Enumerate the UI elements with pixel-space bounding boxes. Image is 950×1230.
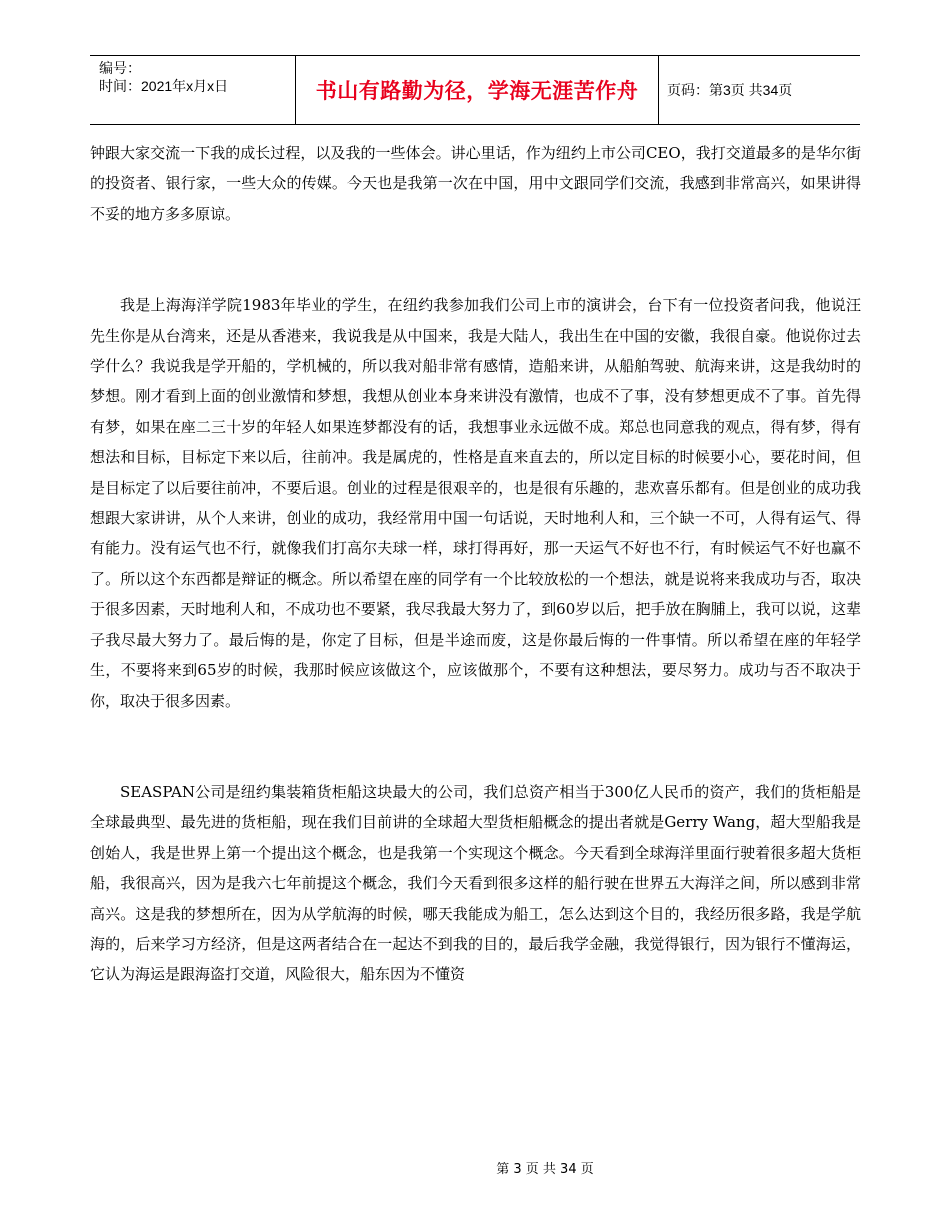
- header-page-cell: [659, 56, 860, 124]
- page-header: [90, 55, 860, 125]
- header-page-info: 页码：第3页 共34页: [667, 82, 793, 98]
- page-footer: [0, 1158, 950, 1177]
- paragraph-spacer: [90, 229, 861, 290]
- header-meta-cell: [90, 56, 296, 124]
- header-motto: 书山有路勤为径，学海无涯苦作舟: [315, 79, 639, 103]
- body-paragraph: 我是上海海洋学院1983年毕业的学生，在纽约我参加我们公司上市的演讲会，台下有一位投资者问我，他说汪先生你是从台湾来，还是从香港来，我说我是从中国来，我是大陆人，我出生在中国的安徽，我很自豪。他说你过去学什么？我说我是学开船的，学机械的，所以我对船非常有感情，造船来讲，从船舶驾驶、航海来讲，这是我幼时的梦想。刚才看到上面的创业激情和梦想，我想从创业本身来讲没有激情，也成不了事，没有梦想更成不了事。首先得有梦，如果在座二三十岁的年轻人如果连梦都没有的话，我想事业永远做不成。郑总也同意我的观点，得有梦，得有想法和目标，目标定下来以后，往前冲。我是属虎的，性格是直来直去的，所以定目标的时候要小心，要花时间，但是目标定了以后要往前冲，不要后退。创业的过程是很艰辛的，也是很有乐趣的，悲欢喜乐都有。但是创业的成功我想跟大家讲讲，从个人来讲，创业的成功，我经常用中国一句话说，天时地利人和，三个缺一不可，人得有运气、得有能力。没有运气也不行，就像我们打高尔夫球一样，球打得再好，那一天运气不好也不行，有时候运气不好也赢不了。所以这个东西都是辩证的概念。所以希望在座的同学有一个比较放松的一个想法，就是说将来我成功与否，取决于很多因素，天时地利人和，不成功也不要紧，我尽我最大努力了，到60岁以后，把手放在胸脯上，我可以说，这辈子我尽最大努力了。最后悔的是，你定了目标，但是半途而废，这是你最后悔的一件事情。所以希望在座的年轻学生，不要将来到65岁的时候，我那时候应该做这个，应该做那个，不要有这种想法，要尽努力。成功与否不取决于你，取决于很多因素。: [90, 296, 861, 710]
- body-paragraph: 钟跟大家交流一下我的成长过程，以及我的一些体会。讲心里话，作为纽约上市公司CEO，我打交道最多的是华尔街的投资者、银行家，一些大众的传媒。今天也是我第一次在中国，用中文跟同学们交流，我感到非常高兴，如果讲得不妥的地方多多原谅。: [90, 144, 861, 223]
- document-number-label: 编号：: [99, 60, 141, 76]
- body-paragraph: SEASPAN公司是纽约集装箱货柜船这块最大的公司，我们总资产相当于300亿人民币的资产，我们的货柜船是全球最典型、最先进的货柜船，现在我们目前讲的全球超大型货柜船概念的提出者就是Gerry Wang，超大型船我是创始人，我是世界上第一个提出这个概念，也是我第一个实现这个概念。今天看到全球海洋里面行驶着很多超大货柜船，我很高兴，因为是我六七年前提这个概念，我们今天看到很多这样的船行驶在世界五大海洋之间，所以感到非常高兴。这是我的梦想所在，因为从学航海的时候，哪天我能成为船工，怎么达到这个目的，我经历很多路，我是学航海的，后来学习方经济，但是这两者结合在一起达不到我的目的，最后我学金融，我觉得银行，因为银行不懂海运，它认为海运是跟海盗打交道，风险很大，船东因为不懂资: [90, 782, 861, 984]
- document-body: [90, 138, 861, 990]
- header-motto-cell: [296, 56, 659, 124]
- paragraph-spacer: [90, 716, 861, 777]
- footer-page-number: 第 3 页 共 34 页: [496, 1162, 594, 1177]
- document-date: 时间：2021年x月x日: [99, 78, 229, 94]
